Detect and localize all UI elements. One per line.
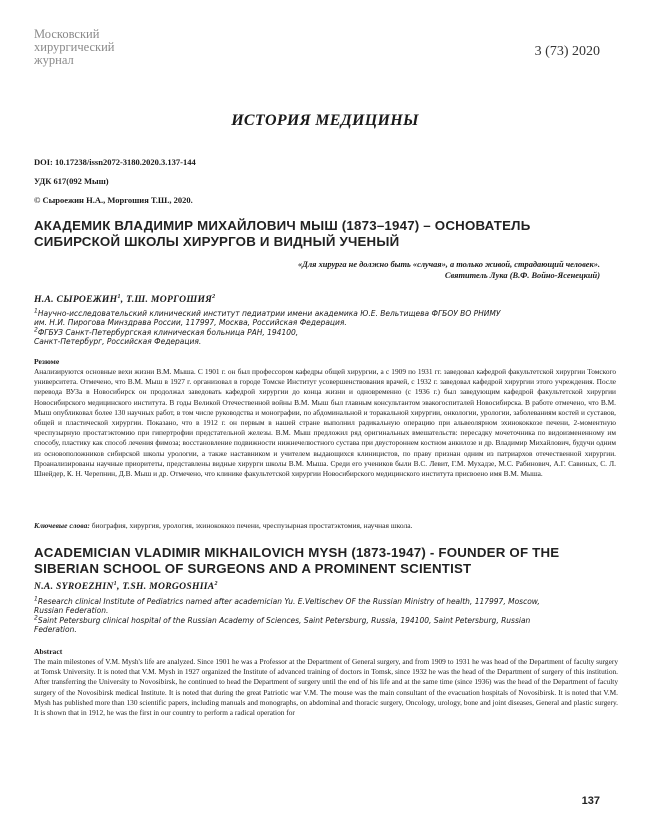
- author-en-1-sup: 1: [113, 580, 117, 587]
- affil-en-2-line-1: Saint Petersburg clinical hospital of the Russian Academy of Sciences, Saint Petersburg, Russia, 194100, Saint Petersburg, Russian: [37, 615, 531, 625]
- title-en-line-2: SIBERIAN SCHOOL OF SURGEONS AND A PROMINENT SCIENTIST: [34, 560, 472, 576]
- author-2-sup: 2: [212, 293, 216, 300]
- author-en-1: N.A. SYROEZHIN: [34, 581, 114, 592]
- affil-2-line-1: ФГБУЗ Санкт-Петербургская клиническая больница РАН, 194100,: [37, 327, 299, 337]
- epigraph: [100, 259, 600, 281]
- copyright: © Сыроежин Н.А., Моргошия Т.Ш., 2020.: [34, 195, 193, 205]
- affiliations-en: [34, 597, 614, 634]
- title-en-line-1: ACADEMICIAN VLADIMIR MIKHAILOVICH MYSH (1873-1947) - FOUNDER OF THE: [34, 545, 560, 560]
- abstract-ru-label: Резюме: [34, 357, 60, 366]
- logo-line-2: хирургический: [34, 40, 115, 54]
- title-ru: [34, 218, 624, 249]
- affiliations-ru: [34, 309, 594, 346]
- affil-en-1-line-1: Research clinical Institute of Pediatrics named after academician Yu. E.Veltischev OF the Russian Ministry of health, 117997, Moscow,: [37, 597, 540, 606]
- affil-en-2-line-2: Federation.: [34, 624, 77, 634]
- author-1-sup: 1: [117, 293, 121, 300]
- udk: УДК 617(092 Мыш): [34, 176, 109, 186]
- affil-en-1-line-2: Russian Federation.: [34, 606, 109, 616]
- affil-2-sup: 2: [34, 326, 38, 334]
- keywords-label: Ключевые слова:: [34, 521, 90, 530]
- epigraph-author: Святитель Лука (В.Ф. Войно-Ясенецкий): [444, 271, 600, 280]
- author-en-2: T.SH. MORGOSHIIA: [122, 581, 215, 592]
- author-2: Т.Ш. МОРГОШИЯ: [126, 294, 213, 305]
- author-1: Н.А. СЫРОЕЖИН: [34, 294, 118, 305]
- affil-1-line-1: Научно-исследовательский клинический институт педиатрии имени академика Ю.Е. Вельтищева ФГБОУ ВО РНИМУ: [37, 309, 501, 318]
- issue-number: 3 (73) 2020: [534, 44, 600, 59]
- keywords-ru: [34, 521, 624, 530]
- abstract-ru: Анализируются основные вехи жизни В.М. Мыша. С 1901 г. он был профессором кафедры общей хирургии, а с 1909 по 1931 гг. заведовал кафедрой факультетской хирургии Томского университета. Отмечено, что В.М. Мыш в 1927 г. организовал в городе Томске Институт усовершенствования врачей, с 1932 г. заведовал кафедрой хирургии этого учреждения. После перевода ВУЗа в Новосибирск он продолжал заведовать кафедрой хирургии до конца жизни и одновременно (с 1936 г.) был заведующим кафедрой факультетской хирургии Новосибирского медицинского института. В годы Великой Отечественной войны В.М. Мыш был главным консультантом эвакогоспиталей Новосибирска. В работе отмечено, что В.М. Мыш опубликовал более 130 научных работ, в том числе руководства и монографии, по абдоминальной и торакальной хирургии, онкологии, урологии, заболеваниям костей и суставов, общей и пластической хирургии. Показано, что в 1912 г. он первым в нашей стране выполнил радикальную операцию при альвеолярном эхинококкозе печени, 2-моментную чреспузырную простатэктомию при гипертрофии предстательной железы. В.М. Мыш предложил ряд оригинальных вмешательств: пересадку мочеточника по видоизмененному им способу, пластику как способ лечения фимоза; восстановление подвижности нижнечелюстного сустава при двустороннем костном анкилозе и др. Владимир Михайлович, будучи одним из основоположников сибирской школы урологии, а также наставником и учителем выдающихся клиницистов, по праву признан одним из патриархов отечественной хирургии. Проанализированы научные приоритеты, представлены видные хирурги школы В.М. Мыша. Среди его учеников были В.С. Левит, Г.М. Мухадзе, М.С. Рабинович, А.Г. Савиных, С. Л. Шнейдер, К. Н. Черепнин, Д.В. Мыш и др. Отмечено, что клинике факультетской хирургии Новосибирского медицинского института присвоено имя В.М. Мыша.: [34, 367, 616, 479]
- logo-line-1: Московский: [34, 27, 100, 41]
- epigraph-quote: «Для хирурга не должно быть «случая», а только живой, страдающий человек».: [297, 260, 600, 269]
- authors-ru: Н.А. СЫРОЕЖИН$^1$, Т.Ш. МОРГОШИЯ$^2$: [34, 293, 216, 305]
- title-en: [34, 545, 624, 576]
- abstract-en-label: Abstract: [34, 647, 63, 656]
- doi: DOI: 10.17238/issn2072-3180.2020.3.137-144: [34, 157, 196, 167]
- affil-en-2-sup: 2: [34, 614, 38, 622]
- title-ru-line-1: АКАДЕМИК ВЛАДИМИР МИХАЙЛОВИЧ МЫШ (1873–1947) – ОСНОВАТЕЛЬ: [34, 218, 531, 233]
- keywords-list: биография, хирургия, урология, эхинококкоз печени, чреспузырная простатэктомия, научная школа.: [89, 521, 413, 530]
- page-number: 137: [581, 795, 600, 807]
- authors-en: N.A. SYROEZHIN$^1$, T.SH. MORGOSHIIA$^2$: [34, 580, 218, 592]
- section-heading: ИСТОРИЯ МЕДИЦИНЫ: [231, 112, 419, 129]
- affil-en-1-sup: 1: [34, 595, 38, 603]
- author-en-2-sup: 2: [214, 580, 218, 587]
- abstract-en: The main milestones of V.M. Mysh's life are analyzed. Since 1901 he was a Professor at the Department of General surgery, and from 1909 to 1931 he was head of the Department of faculty surgery at Tomsk University. It is noted that V.M. Mysh in 1927 organized the Institute of advanced training of doctors in Tomsk, since 1932 he was the head of the Department of surgery of this institution. After transferring the University to Novosibirsk, he continued to head the Department of surgery until the end of his life and at the same time (since 1936) was the head of the Department of faculty surgery of the Novosibirsk medical Institute. It is noted that during the great Patriotic war V.M. The mouse was the main consultant of the evacuation hospitals of Novosibirsk. It is noted that V.M. Mysh has published more than 130 scientific papers, including manuals and monographs, on abdominal and thoracic surgery, Oncology, urology, bone and joint diseases, General and plastic surgery. It is shown that in 1912, he was the first in our country to perform a radical operation for: [34, 657, 618, 718]
- title-ru-line-2: СИБИРСКОЙ ШКОЛЫ ХИРУРГОВ И ВИДНЫЙ УЧЕНЫЙ: [34, 233, 400, 249]
- logo-line-3: журнал: [34, 53, 74, 67]
- affil-1-line-2: им. Н.И. Пирогова Минздрава России, 117997, Москва, Российская Федерация.: [34, 318, 347, 328]
- journal-logo: [34, 26, 184, 70]
- affil-1-sup: 1: [34, 307, 38, 315]
- affil-2-line-2: Санкт-Петербург, Российская Федерация.: [34, 336, 202, 346]
